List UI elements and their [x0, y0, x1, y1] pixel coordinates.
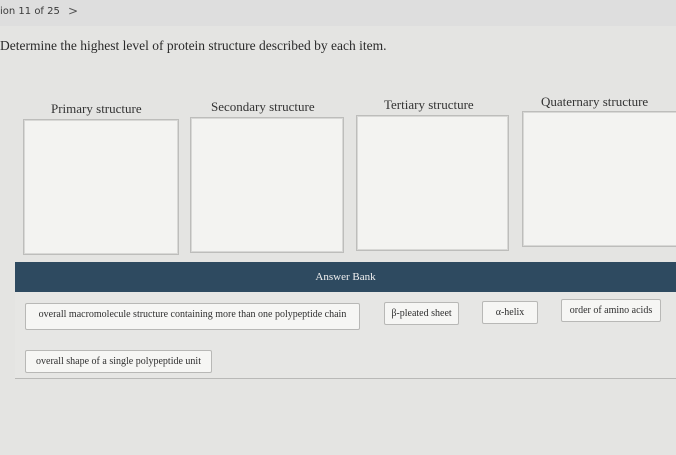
- question-counter: ion 11 of 25: [0, 6, 60, 17]
- category-label-secondary: Secondary structure: [211, 99, 315, 114]
- answer-chip[interactable]: overall shape of a single polypeptide unit: [25, 350, 212, 373]
- drop-zone-tertiary[interactable]: [356, 115, 509, 251]
- answer-chip[interactable]: order of amino acids: [561, 299, 661, 322]
- top-bar: [0, 0, 676, 26]
- answer-chip[interactable]: β-pleated sheet: [384, 302, 459, 325]
- answer-chip[interactable]: α-helix: [482, 301, 538, 324]
- question-prompt: Determine the highest level of protein structure described by each item.: [0, 38, 387, 53]
- answer-bank-header: [15, 262, 676, 292]
- category-label-tertiary: Tertiary structure: [384, 97, 474, 112]
- drop-zone-quaternary[interactable]: [522, 111, 676, 247]
- category-label-quaternary: Quaternary structure: [541, 94, 649, 109]
- answer-bank-title: Answer Bank: [315, 271, 376, 283]
- category-label-primary: Primary structure: [51, 101, 142, 116]
- drop-zone-primary[interactable]: [23, 119, 179, 255]
- drop-zone-secondary[interactable]: [190, 117, 344, 253]
- answer-chip[interactable]: overall macromolecule structure containing more than one polypeptide chain: [25, 303, 360, 330]
- chevron-right-icon[interactable]: >: [68, 4, 79, 18]
